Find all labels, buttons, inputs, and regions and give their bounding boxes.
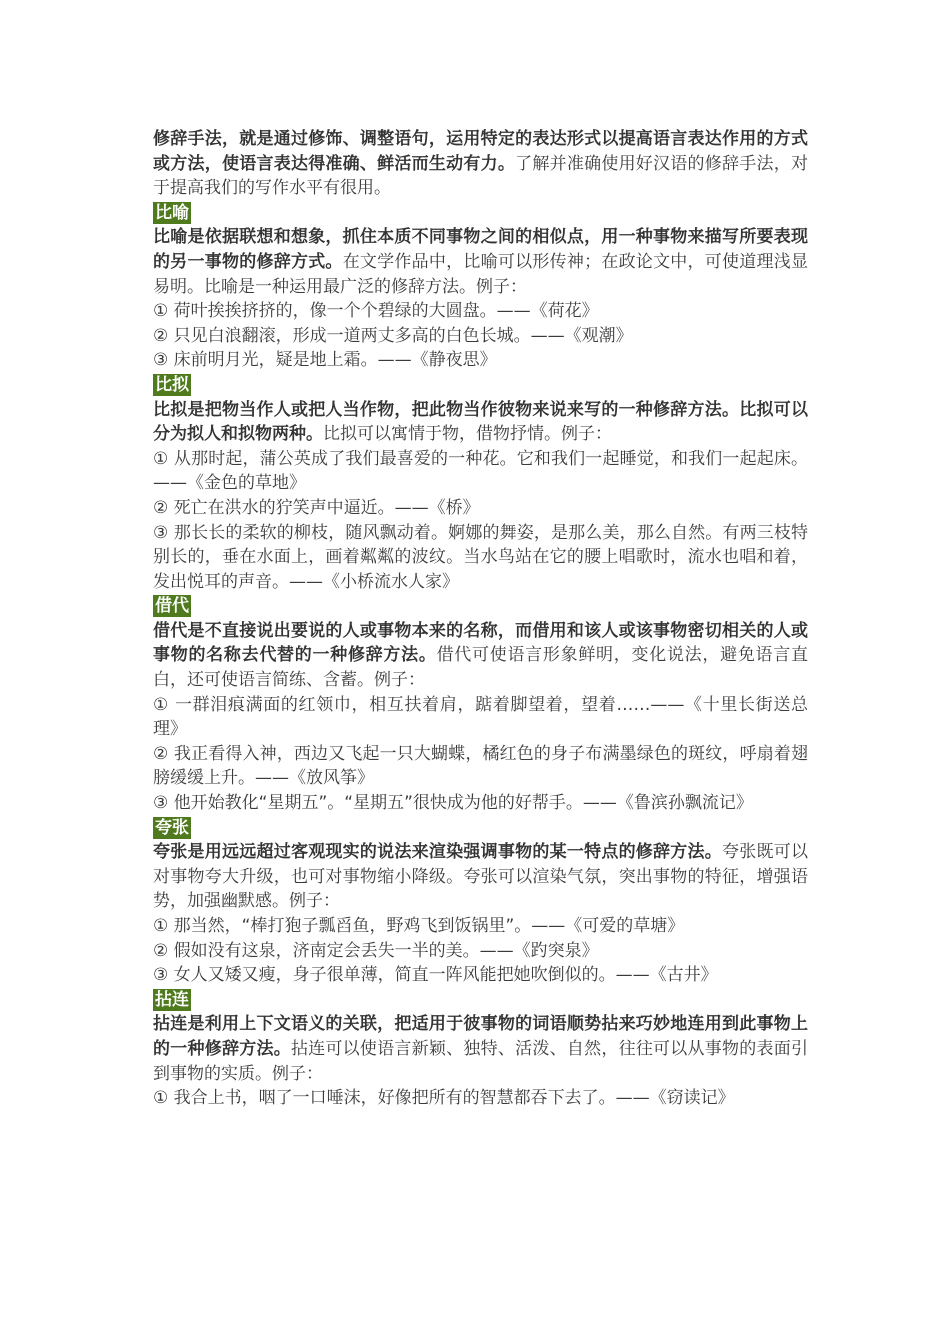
definition-text: 比拟可以寓情于物，借物抒情。例子： <box>323 424 612 445</box>
intro-bold: 修辞手法，就是通过修饰、调整语句，运用特定的表达形式以提高语言表达作用的方式或方法，使语言表达得准确、鲜活而生动有力。 <box>153 129 808 174</box>
intro-paragraph <box>153 127 808 201</box>
example-item: ② 只见白浪翻滚，形成一道两丈多高的白色长城。——《观潮》 <box>153 325 633 346</box>
example-item: ③ 那长长的柔软的柳枝，随风飘动着。婀娜的舞姿，是那么美，那么自然。有两三枝特别长的，垂在水面上，画着粼粼的波纹。当水鸟站在它的腰上唱歌时，流水也唱和着，发出悦耳的声音。——《小桥流水人家》 <box>153 522 808 592</box>
example-item: ① 那当然，“棒打狍子瓢舀鱼，野鸡飞到饭锅里”。——《可爱的草塘》 <box>153 916 685 936</box>
document-page <box>153 127 808 1111</box>
example-item: ② 假如没有这泉，济南定会丢失一半的美。——《趵突泉》 <box>153 940 599 961</box>
definition-bold: 拈连是利用上下文语义的关联，把适用于彼事物的词语顺势拈来巧妙地连用到此事物上的一种修辞方法。 <box>153 1014 808 1059</box>
definition-text: 在文学作品中，比喻可以形传神；在政论文中，可使道理浅显易明。比喻是一种运用最广泛的修辞方法。例子： <box>153 251 809 297</box>
section-heading: 夸张 <box>155 817 189 838</box>
example-item: ① 从那时起，蒲公英成了我们最喜爱的一种花。它和我们一起睡觉，和我们一起起床。——《金色的草地》 <box>153 448 808 494</box>
section-nianlian <box>153 988 808 1111</box>
example-item: ③ 床前明月光，疑是地上霜。——《静夜思》 <box>153 350 497 371</box>
definition-text: 夸张既可以对事物夸大升级，也可对事物缩小降级。夸张可以渲染气氛，突出事物的特征，增强语势，加强幽默感。例子： <box>153 842 809 912</box>
section-definition <box>153 619 808 693</box>
section-definition <box>153 1012 808 1086</box>
example-item: ② 死亡在洪水的狞笑声中逼近。——《桥》 <box>153 497 480 518</box>
definition-bold: 借代是不直接说出要说的人或事物本来的名称，而借用和该人或该事物密切相关的人或事物的名称去代替的一种修辞方法。 <box>153 620 808 666</box>
section-heading: 比喻 <box>155 202 189 223</box>
example-item: ① 一群泪痕满面的红领巾，相互扶着肩，踮着脚望着，望着……——《十里长街送总理》 <box>153 694 808 740</box>
section-definition <box>153 398 808 447</box>
section-definition <box>153 225 808 299</box>
example-item: ② 我正看得入神，西边又飞起一只大蝴蝶，橘红色的身子布满墨绿色的斑纹，呼扇着翅膀缓缓上升。——《放风筝》 <box>153 743 808 789</box>
example-item: ① 我合上书，咽了一口唾沫，好像把所有的智慧都吞下去了。——《窃读记》 <box>153 1088 735 1109</box>
example-item: ③ 女人又矮又瘦，身子很单薄，简直一阵风能把她吹倒似的。——《古井》 <box>153 965 718 986</box>
example-item: ① 荷叶挨挨挤挤的，像一个个碧绿的大圆盘。——《荷花》 <box>153 301 599 322</box>
intro-text: 了解并准确使用好汉语的修辞手法，对于提高我们的写作水平有很用。 <box>153 153 809 199</box>
definition-bold: 比拟是把物当作人或把人当作物，把此物当作彼物来说来写的一种修辞方法。比拟可以分为拟人和拟物两种。 <box>153 399 808 445</box>
definition-text: 借代可使语言形象鲜明，变化说法，避免语言直白，还可使语言简练、含蓄。例子： <box>153 645 809 691</box>
section-heading: 借代 <box>155 596 189 617</box>
section-heading: 拈连 <box>155 989 189 1010</box>
section-jiedai <box>153 594 808 815</box>
section-definition <box>153 840 808 914</box>
section-heading: 比拟 <box>155 374 189 395</box>
definition-text: 拈连可以使语言新颖、独特、活泼、自然，往往可以从事物的表面引到事物的实质。例子： <box>153 1038 809 1084</box>
section-bini <box>153 373 808 594</box>
section-biyu <box>153 201 808 373</box>
definition-bold: 比喻是依据联想和想象，抓住本质不同事物之间的相似点，用一种事物来描写所要表现的另一事物的修辞方式。 <box>153 227 808 272</box>
definition-bold: 夸张是用远远超过客观现实的说法来渲染强调事物的某一特点的修辞方法。 <box>153 842 723 863</box>
section-kuazhang <box>153 816 808 988</box>
example-item: ③ 他开始教化“星期五”。“星期五”很快成为他的好帮手。——《鲁滨孙飘流记》 <box>153 793 753 814</box>
